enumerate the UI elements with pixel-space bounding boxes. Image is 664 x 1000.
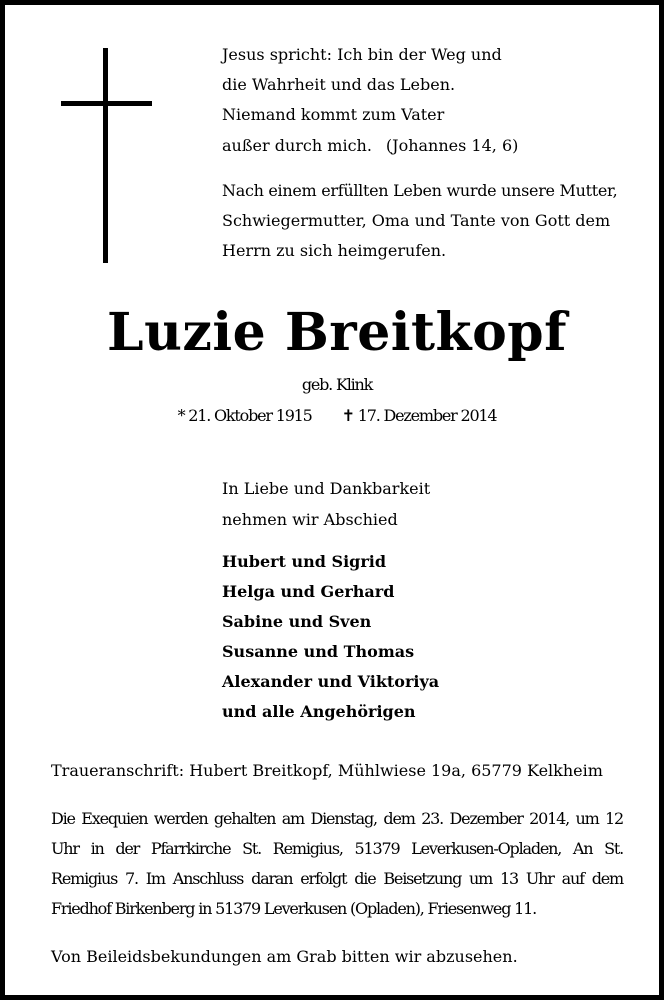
service-line: Remigius 7. Im Anschluss daran erfolgt die Beisetzung um 13 Uhr auf dem xyxy=(51,869,623,888)
cross-icon xyxy=(61,48,152,263)
service-line: Uhr in der Pfarrkirche St. Remigius, 51379 Leverkusen-Opladen, An St. xyxy=(51,839,623,858)
intro-line: Nach einem erfüllten Leben wurde unsere Mutter, xyxy=(222,181,618,200)
verse-line: Jesus spricht: Ich bin der Weg und xyxy=(222,45,502,64)
service-line: Friedhof Birkenberg in 51379 Leverkusen (Opladen), Friesenweg 11. xyxy=(51,899,536,918)
mourning-address: Traueranschrift: Hubert Breitkopf, Mühlwiese 19a, 65779 Kelkheim xyxy=(51,761,603,780)
family-member: und alle Angehörigen xyxy=(222,702,416,721)
verse-line-last xyxy=(222,136,518,156)
life-dates xyxy=(5,406,664,426)
farewell-line: nehmen wir Abschied xyxy=(222,510,398,529)
service-line: Die Exequien werden gehalten am Dienstag, dem 23. Dezember 2014, um 12 xyxy=(51,809,623,828)
family-member: Hubert und Sigrid xyxy=(222,552,387,571)
verse-line: Niemand kommt zum Vater xyxy=(222,105,445,124)
family-member: Susanne und Thomas xyxy=(222,642,415,661)
family-member: Sabine und Sven xyxy=(222,612,372,631)
intro-line: Schwiegermutter, Oma und Tante von Gott dem xyxy=(222,211,611,230)
intro-line: Herrn zu sich heimgerufen. xyxy=(222,241,447,260)
family-member: Alexander und Viktoriya xyxy=(222,672,440,691)
verse-reference: (Johannes 14, 6) xyxy=(385,136,519,155)
death-date: ✝ 17. Dezember 2014 xyxy=(341,406,497,425)
verse-text: außer durch mich. xyxy=(222,136,372,155)
deceased-name: Luzie Breitkopf xyxy=(107,302,567,363)
service-paragraph xyxy=(51,804,623,924)
closing-note: Von Beileidsbekundungen am Grab bitten wir abzusehen. xyxy=(51,947,518,966)
verse-line: die Wahrheit und das Leben. xyxy=(222,75,456,94)
birth-date: * 21. Oktober 1915 xyxy=(177,406,312,425)
maiden-name: geb. Klink xyxy=(301,375,373,394)
farewell-line: In Liebe und Dankbarkeit xyxy=(222,479,431,498)
family-member: Helga und Gerhard xyxy=(222,582,395,601)
